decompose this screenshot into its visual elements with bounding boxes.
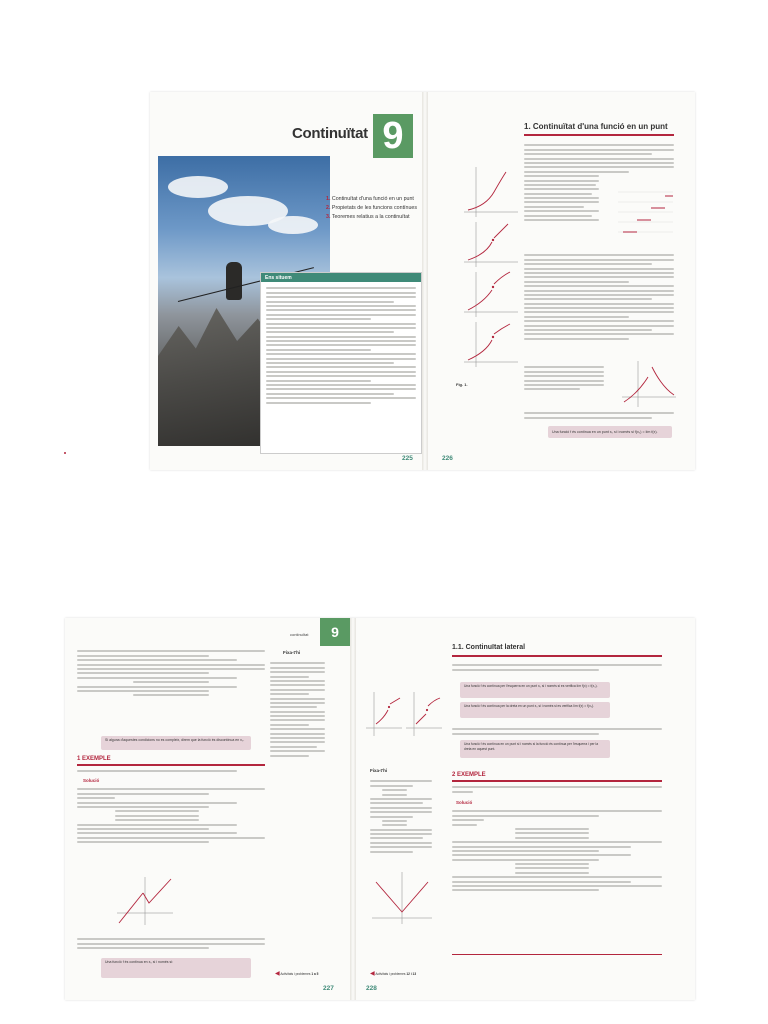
section-text-3 <box>524 364 604 393</box>
step-function-graph <box>613 182 678 247</box>
page227-text-1 <box>77 648 265 699</box>
abs-value-graph <box>370 868 434 926</box>
top-spread <box>150 92 695 470</box>
chapter-title: Continuïtat <box>292 125 368 142</box>
discontinuity-note-box: Si alguna d'aquestes condicions no es compleix, direm que la funció és discontínua en x₀. <box>101 736 251 750</box>
page228-text-1 <box>452 662 662 673</box>
activities-link-227[interactable]: ◀ Activitats i problemes 1 a 5 <box>275 971 319 977</box>
sidebar-text-227 <box>270 660 325 759</box>
example-1-solution <box>77 786 265 845</box>
page228-text-2 <box>452 726 662 737</box>
page-number-227: 227 <box>323 985 334 992</box>
limit-definition-box: Una funció f és contínua en x₀ si i només si: <box>101 958 251 978</box>
example-1-statement <box>77 768 265 775</box>
fig1-graphs <box>456 162 526 382</box>
toc-item-2[interactable]: 2. Propietats de les funcions contínues <box>326 205 418 212</box>
intro-box <box>260 272 422 454</box>
both-sides-continuity-box: Una funció f és contínua en un punt si i només si la funció és contínua per l'esquerra i per la dreta en aquest punt. <box>460 740 610 758</box>
sidebar-title-227: Fixa-t'hi <box>283 650 301 655</box>
chapter-tab: 9 <box>320 618 350 646</box>
example-2-statement <box>452 784 662 795</box>
page-number-225: 225 <box>402 455 413 462</box>
bottom-spread <box>65 618 695 1000</box>
left-continuity-box: Una funció f és contínua per l'esquerra en un punt x₀ si i només si es verifica lím f(x) = f(x₀). <box>460 682 610 698</box>
figure-label: Fig. 1. <box>456 382 468 387</box>
continuity-definition-box: Una funció f és contínua en un punt x₀ si i només si f(x₀) = lím f(x). <box>548 426 672 438</box>
solution-2-heading: Solució <box>456 800 473 805</box>
subsection-title: 1.1. Continuïtat lateral <box>452 644 526 651</box>
page227-text-2 <box>77 936 265 952</box>
page-225 <box>150 92 422 470</box>
intro-box-text <box>261 282 421 409</box>
section-text-2 <box>524 252 674 342</box>
running-head: continuïtat <box>290 632 309 637</box>
toc-item-1[interactable]: 1. Continuïtat d'una funció en un punt <box>326 196 414 202</box>
page-number-226: 226 <box>442 455 453 462</box>
sidebar-title-228: Fixa-t'hi <box>370 768 388 773</box>
page-number-228: 228 <box>366 985 377 992</box>
discontinuity-graph <box>618 357 678 412</box>
example-2-solution <box>452 808 662 894</box>
toc-item-3[interactable]: 3. Teoremes relatius a la continuïtat <box>326 214 410 221</box>
example-2-heading: 2 EXEMPLE <box>452 772 486 778</box>
example-1-graph <box>115 873 175 928</box>
page-227 <box>65 618 350 1000</box>
stray-dot <box>64 452 66 454</box>
right-continuity-box: Una funció f és contínua per la dreta en un punt x₀ si i només si es verifica lím f(x) = f(x₀). <box>460 702 610 718</box>
page-228 <box>356 618 695 1000</box>
lateral-limit-graphs <box>364 688 444 743</box>
chapter-toc <box>326 196 422 223</box>
activities-link-228[interactable]: ◀ Activitats i problemes 12 i 13 <box>370 971 417 977</box>
intro-box-heading: Ens situem <box>261 273 421 282</box>
solution-1-heading: Solució <box>83 778 100 783</box>
chapter-number: 9 <box>373 114 413 158</box>
section-text-4 <box>524 410 674 421</box>
example-1-heading: 1 EXEMPLE <box>77 756 111 762</box>
slackliner-figure <box>226 262 242 300</box>
section-title: 1. Continuïtat d'una funció en un punt <box>524 122 668 131</box>
sidebar-text-228 <box>370 778 432 855</box>
page-226 <box>428 92 695 470</box>
